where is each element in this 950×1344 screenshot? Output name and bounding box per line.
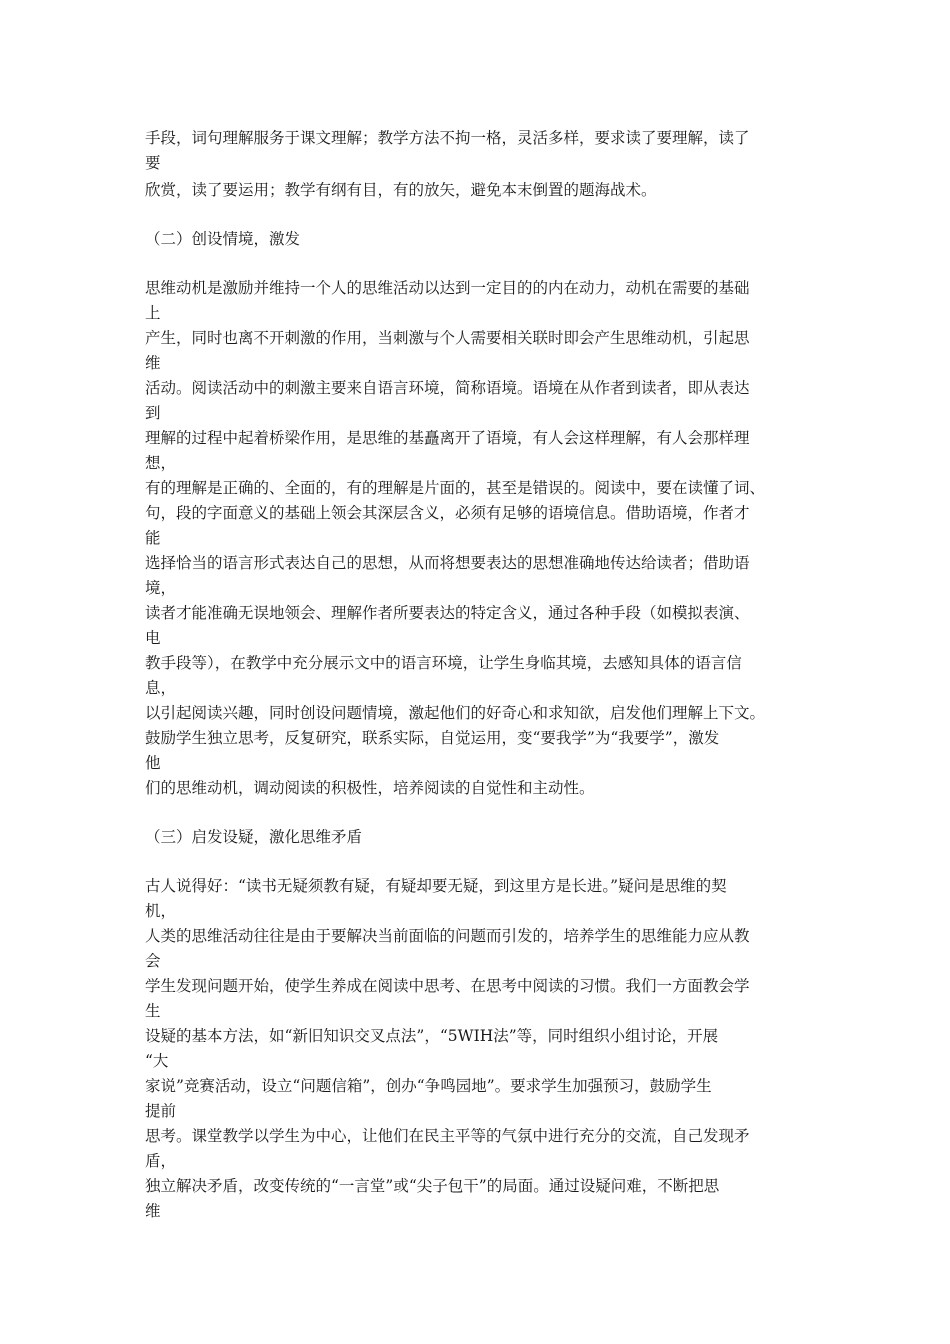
text-line: 息，: [145, 679, 177, 697]
text-line: 思维动机是激励并维持一个人的思维活动以达到一定目的的内在动力，动机在需要的基础: [145, 279, 750, 297]
text-line: 能: [145, 529, 161, 547]
text-line: 境，: [145, 579, 177, 597]
text-line: 生: [145, 1002, 161, 1020]
text-line: 读者才能准确无误地领会、理解作者所要表达的特定含义，通过各种手段（如模拟表演、: [145, 604, 750, 622]
text-line: 古人说得好：“读书无疑须教有疑，有疑却要无疑，到这里方是长进。”疑问是思维的契: [145, 877, 727, 895]
text-line: 维: [145, 354, 161, 372]
text-line: 教手段等），在教学中充分展示文中的语言环境，让学生身临其境，去感知具体的语言信: [145, 654, 742, 672]
text-line: 思考。课堂教学以学生为中心，让他们在民主平等的气氛中进行充分的交流，自己发现矛: [145, 1127, 750, 1145]
text-line: 理解的过程中起着桥梁作用，是思维的基矗离开了语境，有人会这样理解，有人会那样理: [145, 429, 750, 447]
text-line: 电: [145, 629, 161, 647]
text-line: 活动。阅读活动中的刺激主要来自语言环境，简称语境。语境在从作者到读者，即从表达: [145, 379, 750, 397]
text-line: 机，: [145, 902, 177, 920]
text-line: 会: [145, 952, 161, 970]
text-line: 设疑的基本方法，如“新旧知识交叉点法”，“5WIH法”等，同时组织小组讨论，开展: [145, 1027, 719, 1045]
text-line: 以引起阅读兴趣，同时创设问题情境，激起他们的好奇心和求知欲，启发他们理解上下文。: [145, 704, 766, 722]
text-line: 维: [145, 1202, 161, 1220]
text-line: 家说”竞赛活动，设立“问题信箱”，创办“争鸣园地”。要求学生加强预习，鼓励学生: [145, 1077, 712, 1095]
text-line: “大: [145, 1052, 169, 1070]
text-line: 鼓励学生独立思考，反复研究，联系实际，自觉运用，变“要我学”为“我要学”，激发: [145, 729, 720, 747]
section-heading: （三）启发设疑，激化思维矛盾: [145, 828, 363, 846]
text-line: 独立解决矛盾，改变传统的“一言堂”或“尖子包干”的局面。通过设疑问难，不断把思: [145, 1177, 720, 1195]
text-line: 学生发现问题开始，使学生养成在阅读中思考、在思考中阅读的习惯。我们一方面教会学: [145, 977, 750, 995]
text-line: 手段，词句理解服务于课文理解；教学方法不拘一格，灵活多样，要求读了要理解，读了: [145, 129, 750, 147]
text-line: 欣赏，读了要运用；教学有纲有目，有的放矢，避免本末倒置的题海战术。: [145, 181, 657, 199]
text-line: 提前: [145, 1102, 177, 1120]
text-line: 们的思维动机，调动阅读的积极性，培养阅读的自觉性和主动性。: [145, 779, 595, 797]
text-line: 到: [145, 404, 161, 422]
text-line: 有的理解是正确的、全面的，有的理解是片面的，甚至是错误的。阅读中，要在读懂了词、: [145, 479, 766, 497]
text-line: 盾，: [145, 1152, 177, 1170]
text-line: 产生，同时也离不开刺激的作用，当刺激与个人需要相关联时即会产生思维动机，引起思: [145, 329, 750, 347]
text-line: 人类的思维活动往往是由于要解决当前面临的问题而引发的，培养学生的思维能力应从教: [145, 927, 750, 945]
text-line: 上: [145, 304, 161, 322]
text-line: 句，段的字面意义的基础上领会其深层含义，必须有足够的语境信息。借助语境，作者才: [145, 504, 750, 522]
section-heading: （二）创设情境，激发: [145, 230, 301, 248]
text-line: 想，: [145, 454, 177, 472]
text-line: 他: [145, 754, 161, 772]
text-line: 选择恰当的语言形式表达自己的思想，从而将想要表达的思想准确地传达给读者；借助语: [145, 554, 750, 572]
text-line: 要: [145, 154, 161, 172]
